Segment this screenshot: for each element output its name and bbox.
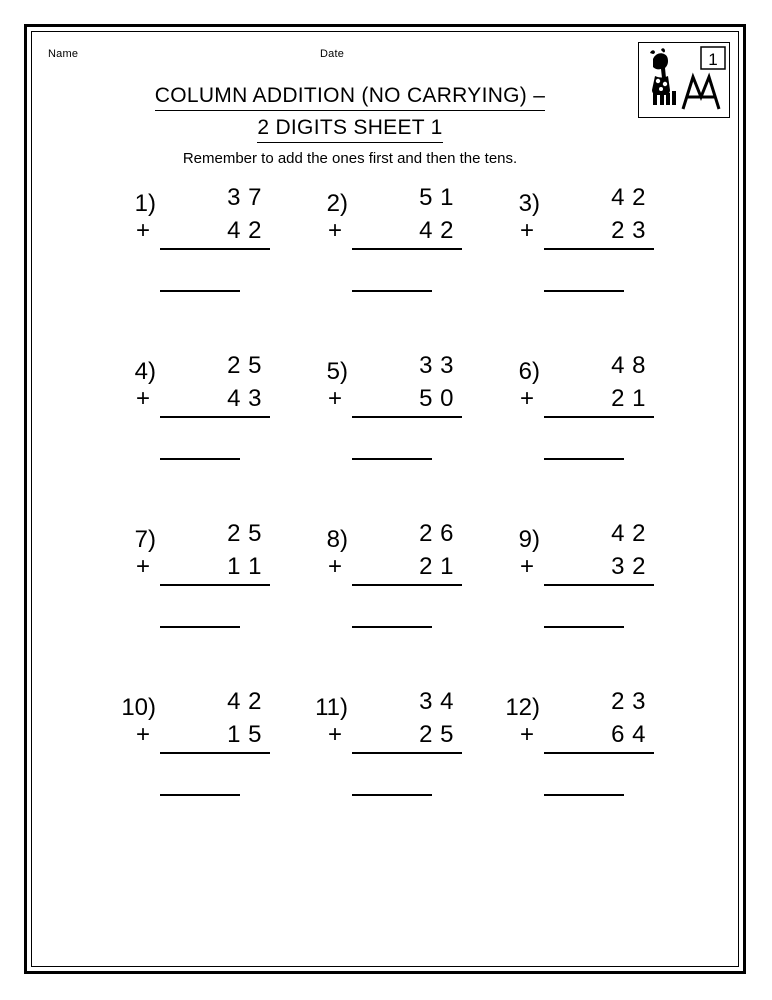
- instructions-text: Remember to add the ones first and then the tens.: [182, 150, 518, 167]
- addend-top: 2 6: [419, 520, 454, 547]
- answer-line[interactable]: [160, 458, 240, 460]
- addend-bottom: 4 2: [352, 214, 462, 250]
- addend-bottom: 2 1: [544, 382, 654, 418]
- problem-item: [482, 518, 672, 678]
- name-field-label: Name: [48, 48, 79, 60]
- addend-bottom: 4 3: [160, 382, 270, 418]
- plus-sign: +: [328, 217, 343, 244]
- addend-row: [136, 550, 270, 584]
- addend-bottom: 2 3: [544, 214, 654, 250]
- page-title-line-1: [70, 84, 630, 111]
- problem-number: 4): [134, 358, 156, 385]
- addend-row: [520, 382, 654, 416]
- answer-line[interactable]: [544, 458, 624, 460]
- addend-row: [520, 550, 654, 584]
- addend-bottom: 2 5: [352, 718, 462, 754]
- problem-stack: [136, 350, 270, 416]
- answer-line[interactable]: [352, 458, 432, 460]
- problem-number: 10): [121, 694, 156, 721]
- plus-sign: +: [520, 385, 535, 412]
- problem-stack: [520, 350, 654, 416]
- problem-number: 7): [134, 526, 156, 553]
- addend-bottom: 4 2: [160, 214, 270, 250]
- plus-sign: +: [136, 217, 151, 244]
- problem-item: [98, 518, 288, 678]
- problem-item: [290, 182, 480, 342]
- addend-top: 4 8: [611, 352, 646, 379]
- problem-item: [290, 350, 480, 510]
- addend-row: [328, 718, 462, 752]
- plus-sign: +: [328, 553, 343, 580]
- addend-top: 5 1: [419, 184, 454, 211]
- problem-item: [98, 182, 288, 342]
- problem-stack: [136, 518, 270, 584]
- page-title-line-1-text: COLUMN ADDITION (NO CARRYING) –: [155, 84, 545, 111]
- problem-stack: [520, 182, 654, 248]
- problems-grid: [40, 182, 730, 854]
- page-title-line-2: [70, 116, 630, 143]
- addend-top: 4 2: [227, 688, 262, 715]
- addend-row: [520, 718, 654, 752]
- answer-line[interactable]: [160, 626, 240, 628]
- problem-stack: [328, 350, 462, 416]
- addend-row: [136, 214, 270, 248]
- problem-item: [290, 518, 480, 678]
- problem-row: [40, 182, 730, 350]
- svg-text:1: 1: [708, 50, 718, 69]
- addend-row: [328, 214, 462, 248]
- problem-number: 5): [326, 358, 348, 385]
- addend-top: 3 4: [419, 688, 454, 715]
- giraffe-logo-icon: [639, 43, 729, 117]
- problem-number: 2): [326, 190, 348, 217]
- answer-line[interactable]: [160, 794, 240, 796]
- problem-stack: [328, 518, 462, 584]
- problem-item: [98, 686, 288, 846]
- problem-stack: [520, 518, 654, 584]
- problem-row: [40, 350, 730, 518]
- worksheet-content: [40, 40, 730, 958]
- addend-row: [136, 718, 270, 752]
- addend-top: 2 5: [227, 520, 262, 547]
- answer-line[interactable]: [544, 794, 624, 796]
- plus-sign: +: [136, 721, 151, 748]
- problem-number: 12): [505, 694, 540, 721]
- problem-number: 8): [326, 526, 348, 553]
- addend-bottom: 5 0: [352, 382, 462, 418]
- addend-top: 2 5: [227, 352, 262, 379]
- problem-item: [482, 350, 672, 510]
- addend-bottom: 6 4: [544, 718, 654, 754]
- addend-top: 2 3: [611, 688, 646, 715]
- addend-top: 3 7: [227, 184, 262, 211]
- problem-row: [40, 518, 730, 686]
- problem-number: 11): [315, 694, 348, 721]
- problem-item: [98, 350, 288, 510]
- plus-sign: +: [136, 385, 151, 412]
- addend-top: 3 3: [419, 352, 454, 379]
- addend-bottom: 2 1: [352, 550, 462, 586]
- addend-bottom: 1 5: [160, 718, 270, 754]
- addend-top: 4 2: [611, 520, 646, 547]
- problem-stack: [136, 182, 270, 248]
- addend-row: [328, 550, 462, 584]
- problem-item: [482, 182, 672, 342]
- answer-line[interactable]: [544, 290, 624, 292]
- problem-stack: [328, 182, 462, 248]
- addend-bottom: 3 2: [544, 550, 654, 586]
- problem-number: 1): [134, 190, 156, 217]
- plus-sign: +: [328, 385, 343, 412]
- addend-row: [136, 382, 270, 416]
- addend-row: [520, 214, 654, 248]
- answer-line[interactable]: [352, 626, 432, 628]
- answer-line[interactable]: [352, 794, 432, 796]
- problem-item: [482, 686, 672, 846]
- answer-line[interactable]: [544, 626, 624, 628]
- plus-sign: +: [520, 217, 535, 244]
- problem-number: 9): [518, 526, 540, 553]
- plus-sign: +: [520, 553, 535, 580]
- date-field-label: Date: [320, 48, 345, 60]
- plus-sign: +: [520, 721, 535, 748]
- plus-sign: +: [136, 553, 151, 580]
- plus-sign: +: [328, 721, 343, 748]
- addend-top: 4 2: [611, 184, 646, 211]
- problem-row: [40, 686, 730, 854]
- answer-line[interactable]: [352, 290, 432, 292]
- problem-number: 6): [518, 358, 540, 385]
- answer-line[interactable]: [160, 290, 240, 292]
- addend-bottom: 1 1: [160, 550, 270, 586]
- problem-number: 3): [518, 190, 540, 217]
- problem-item: [290, 686, 480, 846]
- addend-row: [328, 382, 462, 416]
- page-title-line-2-text: 2 DIGITS SHEET 1: [257, 116, 442, 143]
- math-salamanders-logo: [638, 42, 730, 118]
